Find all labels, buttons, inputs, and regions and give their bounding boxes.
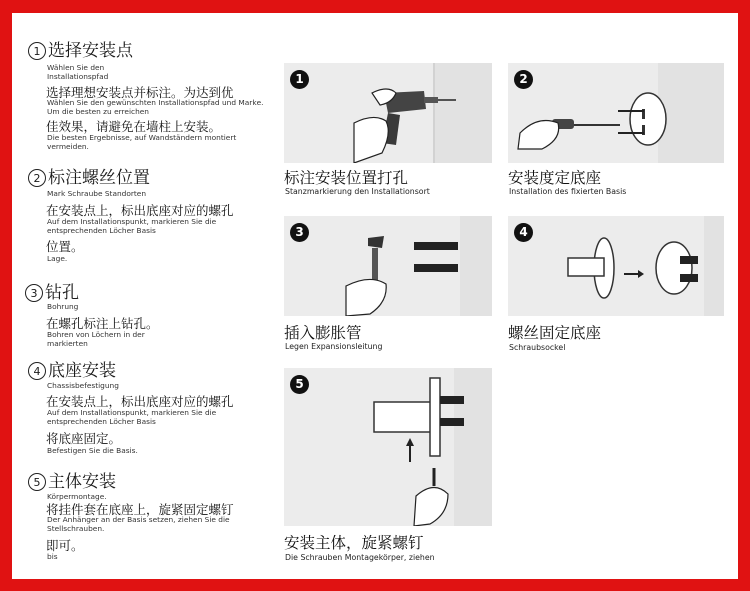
- step-title-text: 标注螺丝位置: [48, 168, 150, 188]
- step-4-desc-de-1: Auf dem Installationspunkt, markieren Sie die entsprechenden Löcher Basis: [47, 408, 217, 426]
- step-title-text: 主体安装: [48, 472, 116, 492]
- step-2-desc-zh-1: 在安装点上，标出底座对应的螺孔: [46, 203, 234, 218]
- figure-5-caption-zh: 安装主体，旋紧螺钉: [284, 534, 424, 552]
- step-4-desc-zh-1: 在安装点上，标出底座对应的螺孔: [46, 394, 234, 409]
- step-5-desc-de-2: bis: [47, 552, 58, 561]
- step-4-desc-de-2: Befestigen Sie die Basis.: [47, 446, 138, 455]
- figure-3-caption-de: Legen Expansionsleitung: [285, 342, 383, 351]
- step-3-desc-zh-1: 在螺孔标注上钻孔。: [46, 316, 159, 331]
- figure-1-caption-de: Stanzmarkierung den Installationsort: [285, 187, 430, 196]
- step-2-title: [28, 168, 150, 188]
- figure-4-base-image: [508, 216, 724, 316]
- step-1-desc-de-1: Wählen Sie den gewünschten Installationspfad und Markе. Um die besten zu erreichen: [47, 98, 264, 116]
- figure-5-caption-de: Die Schrauben Montagekörper, ziehen: [285, 553, 435, 562]
- step-number: 2: [28, 169, 46, 187]
- screwdriver-icon: [508, 63, 724, 163]
- instruction-sheet: [12, 13, 738, 579]
- figure-1-caption-zh: 标注安装位置打孔: [284, 169, 409, 187]
- figure-4-badge: 4: [514, 223, 533, 242]
- figure-2-base-image: [508, 63, 724, 163]
- figure-5-mount-image: [284, 368, 492, 526]
- figure-2-caption-zh: 安装度定底座: [508, 169, 602, 187]
- step-1-title: [28, 41, 133, 61]
- drill-icon: [284, 63, 492, 163]
- step-5-desc-zh-1: 将挂件套在底座上，旋紧固定螺钉: [46, 502, 234, 517]
- step-2-title-de: Mark Schraube Standorten: [47, 189, 147, 198]
- figure-2-caption-de: Installation des fixierten Basis: [509, 187, 627, 196]
- step-5-desc-de-1: Der Anhänger an der Basis setzen, ziehen Sie die Stellschrauben.: [47, 515, 230, 533]
- step-title-text: 钻孔: [45, 283, 79, 303]
- step-3-desc-de-1: Bohren von Löchern in der markierten: [47, 330, 145, 348]
- step-title-text: 底座安装: [48, 361, 116, 381]
- step-5-title-de: Körpermontage.: [47, 492, 107, 501]
- figure-2-badge: 2: [514, 70, 533, 89]
- figure-1-drill-image: [284, 63, 492, 163]
- figure-3-badge: 3: [290, 223, 309, 242]
- step-1-desc-zh-2: 佳效果，请避免在墙柱上安装。: [46, 119, 222, 134]
- step-number: 1: [28, 42, 46, 60]
- figure-4-caption-zh: 螺丝固定底座: [508, 324, 602, 342]
- step-1-desc-zh-1: 选择理想安装点并标注。为达到优: [46, 85, 234, 100]
- figure-3-anchors-image: [284, 216, 492, 316]
- step-1-title-de: Wählen Sie den Installationspfad: [47, 63, 109, 81]
- step-2-desc-de-2: Lage.: [47, 254, 68, 263]
- figure-3-caption-zh: 插入膨胀管: [284, 324, 362, 342]
- hex-key-icon: [284, 368, 492, 526]
- hammer-icon: [284, 216, 492, 316]
- step-4-title: [28, 361, 116, 381]
- step-number: 3: [25, 284, 43, 302]
- figure-1-badge: 1: [290, 70, 309, 89]
- step-4-desc-zh-2: 将底座固定。: [46, 431, 122, 446]
- step-5-title: [28, 472, 116, 492]
- step-1-desc-de-2: Die besten Ergebnisse, auf Wandständern montiert vermeiden.: [47, 133, 237, 151]
- step-2-desc-de-1: Auf dem Installationspunkt, markieren Sie die entsprechenden Löcher Basis: [47, 217, 217, 235]
- step-3-title-de: Bohrung: [47, 302, 79, 311]
- step-title-text: 选择安装点: [48, 41, 133, 61]
- figure-4-caption-de: Schraubsockel: [509, 343, 566, 352]
- base-plate-icon: [508, 216, 724, 316]
- step-4-title-de: Chassisbefestigung: [47, 381, 119, 390]
- step-3-title: [25, 283, 79, 303]
- step-5-desc-zh-2: 即可。: [46, 538, 84, 553]
- step-number: 4: [28, 362, 46, 380]
- step-2-desc-zh-2: 位置。: [46, 239, 84, 254]
- figure-5-badge: 5: [290, 375, 309, 394]
- step-number: 5: [28, 473, 46, 491]
